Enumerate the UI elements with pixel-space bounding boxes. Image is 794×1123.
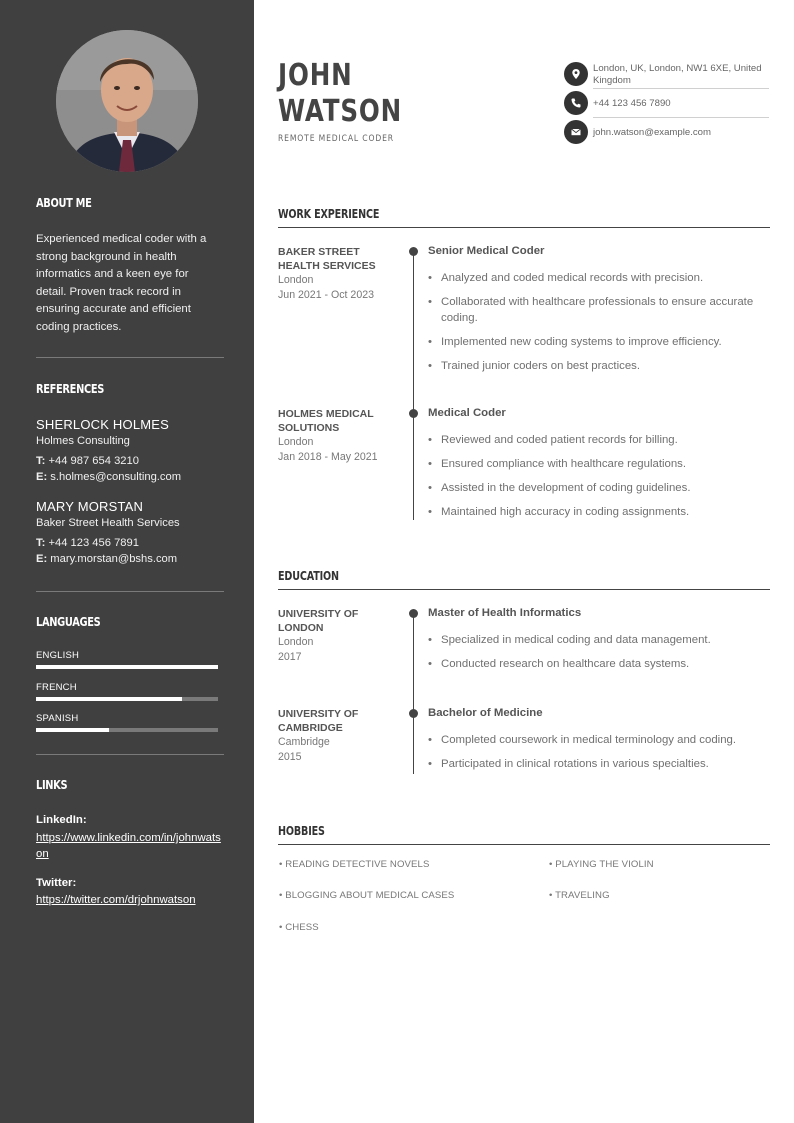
employer-name: BAKER STREET HEALTH SERVICES [278,246,376,272]
reference-phone [36,455,139,467]
language-bar-fill [36,728,109,732]
section-rule [278,589,770,590]
list-item: • Implemented new coding systems to improve efficiency. [428,334,770,350]
divider [36,754,224,755]
degree: Master of Health Informatics [428,607,582,619]
twitter-link[interactable]: https://twitter.com/drjohnwatson [36,894,196,906]
about-text: Experienced medical coder with a strong background in health informatics and a keen eye for detail. Proven track record in ensuring accurate and efficient coding practices. [36,233,207,333]
list-item: • Completed coursework in medical terminology and coding. [428,732,770,748]
divider [593,117,769,118]
phone-label: T: [36,537,46,549]
divider [36,591,224,592]
language-label: FRENCH [36,682,77,693]
section-rule [278,227,770,228]
link-label: LinkedIn: [36,814,87,826]
list-item: • Maintained high accuracy in coding assignments. [428,504,770,520]
hobby-item: • READING DETECTIVE NOVELS [279,859,430,870]
timeline [413,613,414,774]
job-role: Medical Coder [428,407,506,419]
language-bar [36,697,218,701]
location-pin-icon [564,62,588,86]
language-bar [36,728,218,732]
section-rule [278,844,770,845]
employer-location: London [278,436,314,448]
job-role: Senior Medical Coder [428,245,545,257]
sidebar [0,0,254,1123]
list-item: • Conducted research on healthcare data systems. [428,656,770,672]
linkedin-link[interactable]: https://www.linkedin.com/in/johnwatson [36,832,221,860]
language-bar-fill [36,697,182,701]
graduation-year: 2017 [278,651,302,663]
hobby-label: READING DETECTIVE NOVELS [285,859,430,870]
reference-company: Baker Street Health Services [36,517,180,529]
education-heading: EDUCATION [278,569,339,583]
job-title: REMOTE MEDICAL CODER [278,134,394,144]
languages-heading: LANGUAGES [36,615,101,629]
reference-phone [36,537,139,549]
list-item: • Specialized in medical coding and data management. [428,632,770,648]
hobby-item: • CHESS [279,922,319,933]
list-item: • Participated in clinical rotations in various specialties. [428,756,770,772]
list-item: • Reviewed and coded patient records for billing. [428,432,770,448]
language-label: ENGLISH [36,650,80,661]
work-heading: WORK EXPERIENCE [278,207,380,221]
contact-address: London, UK, London, NW1 6XE, United Kingdom [593,63,762,86]
reference-email [36,471,181,483]
school-location: London [278,636,314,648]
about-heading: ABOUT ME [36,196,92,210]
hobby-label: CHESS [285,922,319,933]
phone-icon [564,91,588,115]
reference-email-value: s.holmes@consulting.com [50,471,182,483]
language-label: SPANISH [36,713,79,724]
phone-label: T: [36,455,46,467]
list-item: • Collaborated with healthcare professionals to ensure accurate coding. [428,294,770,326]
references-heading: REFERENCES [36,382,105,396]
graduation-year: 2015 [278,751,302,763]
employer-location: London [278,274,314,286]
contact-phone: +44 123 456 7890 [593,98,671,109]
school-name: UNIVERSITY OF CAMBRIDGE [278,708,359,734]
hobby-label: PLAYING THE VIOLIN [555,859,654,870]
divider [36,357,224,358]
list-item: • Trained junior coders on best practices. [428,358,770,374]
link-label: Twitter: [36,877,77,889]
employment-dates: Jan 2018 - May 2021 [278,451,378,463]
hobby-item: • PLAYING THE VIOLIN [549,859,654,870]
employer-name: HOLMES MEDICAL SOLUTIONS [278,408,374,434]
list-item: • Ensured compliance with healthcare regulations. [428,456,770,472]
reference-phone-value: +44 987 654 3210 [48,455,139,467]
school-name: UNIVERSITY OF LONDON [278,608,359,634]
timeline-dot [409,247,418,256]
list-item: • Analyzed and coded medical records with precision. [428,270,770,286]
timeline-dot [409,409,418,418]
first-name: JOHN [278,58,353,93]
email-icon [564,120,588,144]
hobby-label: TRAVELING [555,890,610,901]
email-label: E: [36,553,48,565]
timeline [413,251,414,520]
employment-dates: Jun 2021 - Oct 2023 [278,289,374,301]
reference-name: SHERLOCK HOLMES [36,417,170,432]
hobby-item: • BLOGGING ABOUT MEDICAL CASES [279,890,455,901]
reference-email-value: mary.morstan@bshs.com [50,553,178,565]
reference-email [36,553,177,565]
hobby-label: BLOGGING ABOUT MEDICAL CASES [285,890,455,901]
list-item: • Assisted in the development of coding guidelines. [428,480,770,496]
divider [593,88,769,89]
reference-phone-value: +44 123 456 7891 [48,537,139,549]
degree: Bachelor of Medicine [428,707,543,719]
language-bar-fill [36,665,218,669]
reference-company: Holmes Consulting [36,435,130,447]
hobbies-heading: HOBBIES [278,824,325,838]
reference-name: MARY MORSTAN [36,499,144,514]
timeline-dot [409,709,418,718]
profile-photo [56,30,198,172]
language-bar [36,665,218,669]
timeline-dot [409,609,418,618]
last-name: WATSON [278,94,403,129]
email-label: E: [36,471,48,483]
links-heading: LINKS [36,778,68,792]
hobby-item: • TRAVELING [549,890,610,901]
contact-email: john.watson@example.com [593,127,711,138]
school-location: Cambridge [278,736,330,748]
